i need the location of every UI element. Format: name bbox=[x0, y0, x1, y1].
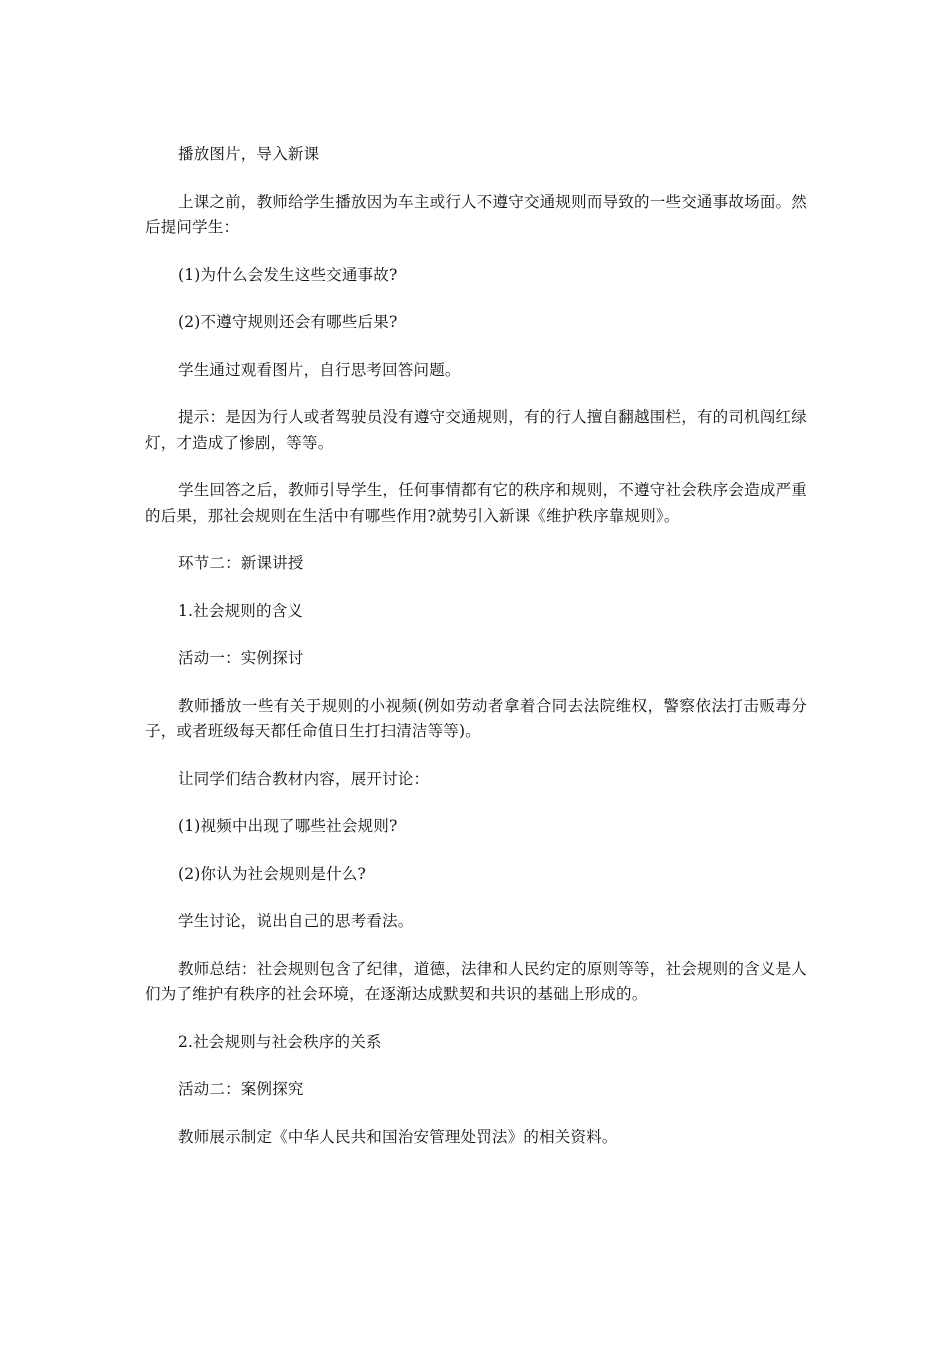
paragraph-video-examples: 教师播放一些有关于规则的小视频(例如劳动者拿着合同去法院维权，警察依法打击贩毒分子，或者班级每天都任命值日生打扫清洁等等)。 bbox=[145, 696, 807, 740]
paragraph-lead-in: 学生回答之后，教师引导学生，任何事情都有它的秩序和规则，不遵守社会秩序会造成严重的后果，那社会规则在生活中有哪些作用?就势引入新课《维护秩序靠规则》。 bbox=[145, 481, 807, 525]
paragraph-subheading-1: 1.社会规则的含义 bbox=[178, 601, 304, 620]
paragraph-students-answer: 学生通过观看图片，自行思考回答问题。 bbox=[178, 360, 461, 379]
paragraph-activity-2: 活动二：案例探究 bbox=[178, 1080, 304, 1098]
paragraph-discussion-question-1: (1)视频中出现了哪些社会规则? bbox=[178, 817, 398, 835]
document-body bbox=[145, 142, 807, 1172]
paragraph-discussion-question-2: (2)你认为社会规则是什么? bbox=[178, 864, 367, 883]
paragraph-teacher-summary: 教师总结：社会规则包含了纪律，道德，法律和人民约定的原则等等，社会规则的含义是人们为了维护有秩序的社会环境，在逐渐达成默契和共识的基础上形成的。 bbox=[145, 959, 807, 1003]
paragraph-teacher-plays-images: 上课之前，教师给学生播放因为车主或行人不遵守交通规则而导致的一些交通事故场面。然后提问学生： bbox=[145, 192, 807, 236]
paragraph-students-discuss: 学生讨论，说出自己的思考看法。 bbox=[178, 912, 414, 930]
paragraph-law-materials: 教师展示制定《中华人民共和国治安管理处罚法》的相关资料。 bbox=[178, 1127, 618, 1146]
paragraph-subheading-2: 2.社会规则与社会秩序的关系 bbox=[178, 1032, 382, 1051]
paragraph-discussion-prompt: 让同学们结合教材内容，展开讨论： bbox=[178, 769, 430, 788]
paragraph-hint: 提示：是因为行人或者驾驶员没有遵守交通规则，有的行人擅自翻越围栏，有的司机闯红绿灯，才造成了惨剧，等等。 bbox=[145, 408, 807, 452]
paragraph-activity-1: 活动一：实例探讨 bbox=[178, 649, 304, 667]
paragraph-question-2: (2)不遵守规则还会有哪些后果? bbox=[178, 313, 398, 331]
paragraph-question-1: (1)为什么会发生这些交通事故? bbox=[178, 265, 398, 284]
paragraph-section-two-heading: 环节二：新课讲授 bbox=[178, 554, 304, 572]
paragraph-section-intro: 播放图片，导入新课 bbox=[178, 145, 320, 163]
